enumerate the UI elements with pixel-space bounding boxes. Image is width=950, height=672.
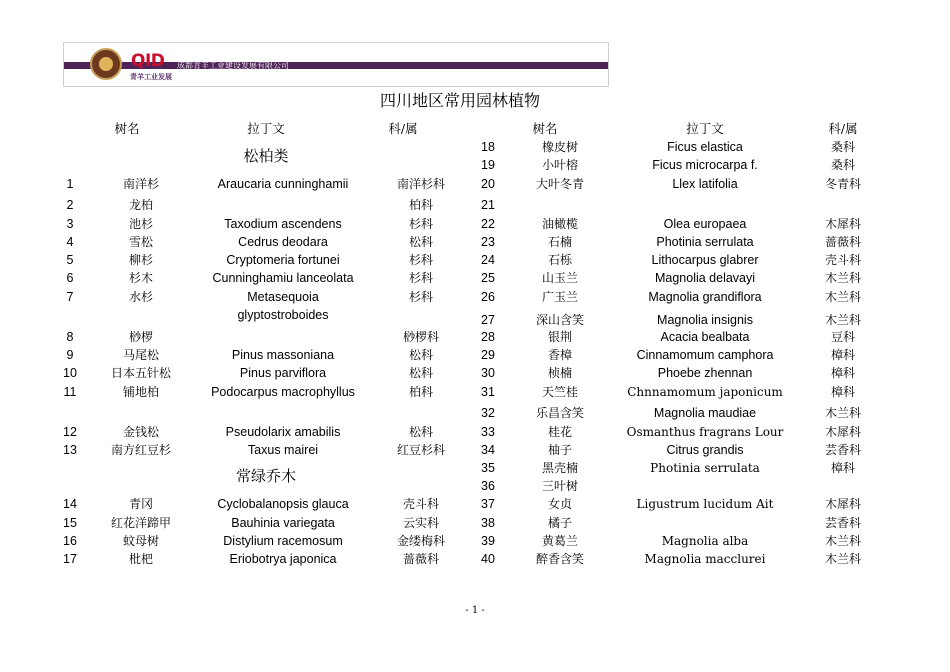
tree-name: 青冈 — [128, 497, 154, 511]
latin-name: Osmanthus fragrans Lour — [626, 425, 784, 439]
latin-name: Citrus grandis — [666, 443, 744, 457]
latin-name: Chnnamomum japonicum — [627, 385, 783, 399]
row-number: 37 — [481, 497, 495, 511]
tree-name: 油橄榄 — [541, 217, 579, 231]
family-name: 松科 — [408, 348, 434, 362]
page-number: - 1 - — [465, 605, 485, 616]
right-header-name: 树名 — [532, 121, 558, 136]
family-name: 木犀科 — [824, 497, 862, 511]
family-name: 桫椤科 — [402, 330, 440, 344]
row-number: 29 — [481, 348, 495, 362]
row-number: 2 — [66, 198, 74, 212]
latin-name: Cedrus deodara — [238, 235, 328, 249]
row-number: 7 — [66, 290, 74, 304]
latin-name: Magnolia maudiae — [653, 406, 757, 420]
latin-name: Podocarpus macrophyllus — [211, 385, 355, 399]
row-number: 13 — [63, 443, 77, 457]
family-name: 壳斗科 — [402, 497, 440, 511]
right-header-family: 科/属 — [828, 121, 858, 136]
row-number: 6 — [66, 271, 74, 285]
row-number: 8 — [66, 330, 74, 344]
tree-name: 黄葛兰 — [541, 534, 579, 548]
row-number: 27 — [481, 313, 495, 327]
tree-name: 桂花 — [547, 425, 573, 439]
left-header-family: 科/属 — [388, 121, 418, 136]
row-number: 28 — [481, 330, 495, 344]
family-name: 芸香科 — [824, 443, 862, 457]
latin-name: Magnolia insignis — [657, 313, 753, 327]
row-number: 31 — [481, 385, 495, 399]
tree-name: 水杉 — [128, 290, 154, 304]
company-seal-logo — [90, 48, 122, 80]
latin-name: Photinia serrulata — [650, 461, 760, 475]
family-name: 冬青科 — [824, 177, 862, 191]
tree-name: 山玉兰 — [541, 271, 579, 285]
family-name: 木兰科 — [824, 271, 862, 285]
family-name: 杉科 — [408, 271, 434, 285]
row-number: 14 — [63, 497, 77, 511]
row-number: 35 — [481, 461, 495, 475]
tree-name: 桢楠 — [547, 366, 573, 380]
row-number: 10 — [63, 366, 77, 380]
tree-name: 枇杷 — [128, 552, 154, 566]
row-number: 16 — [63, 534, 77, 548]
latin-name: Cunninghamiu lanceolata — [212, 271, 354, 285]
tree-name: 三叶树 — [541, 479, 579, 493]
latin-name: Photinia serrulata — [656, 235, 754, 249]
family-name: 杉科 — [408, 290, 434, 304]
row-number: 9 — [66, 348, 74, 362]
tree-name: 马尾松 — [122, 348, 160, 362]
latin-name: Cyclobalanopsis glauca — [217, 497, 349, 511]
family-name: 杉科 — [408, 253, 434, 267]
row-number: 40 — [481, 552, 495, 566]
row-number: 32 — [481, 406, 495, 420]
family-name: 金缕梅科 — [396, 534, 446, 548]
latin-name: Acacia bealbata — [660, 330, 750, 344]
latin-name: Magnolia grandiflora — [648, 290, 762, 304]
latin-name: Magnolia alba — [661, 534, 749, 548]
family-name: 芸香科 — [824, 516, 862, 530]
row-number: 24 — [481, 253, 495, 267]
row-number: 33 — [481, 425, 495, 439]
row-number: 18 — [481, 140, 495, 154]
company-name: 成都青羊工业建设发展有限公司 — [174, 62, 292, 69]
family-name: 樟科 — [830, 385, 856, 399]
family-name: 壳斗科 — [824, 253, 862, 267]
family-name: 樟科 — [830, 461, 856, 475]
row-number: 3 — [66, 217, 74, 231]
latin-name: Cryptomeria fortunei — [226, 253, 340, 267]
family-name: 樟科 — [830, 366, 856, 380]
tree-name: 池杉 — [128, 217, 154, 231]
latin-name: Araucaria cunninghamii — [217, 177, 349, 191]
tree-name: 铺地柏 — [122, 385, 160, 399]
latin-name: Magnolia delavayi — [654, 271, 756, 285]
family-name: 杉科 — [408, 217, 434, 231]
row-number: 26 — [481, 290, 495, 304]
family-name: 木兰科 — [824, 534, 862, 548]
row-number: 30 — [481, 366, 495, 380]
family-name: 木兰科 — [824, 406, 862, 420]
row-number: 15 — [63, 516, 77, 530]
section-evergreen: 常绿乔木 — [235, 467, 297, 485]
latin-name: Ligustrum lucidum Ait — [636, 497, 774, 511]
tree-name: 小叶榕 — [541, 158, 579, 172]
family-name: 松科 — [408, 235, 434, 249]
latin-name: Taxus mairei — [247, 443, 319, 457]
row-number: 23 — [481, 235, 495, 249]
tree-name: 龙柏 — [128, 198, 154, 212]
row-number: 21 — [481, 198, 495, 212]
latin-name: Pinus parviflora — [239, 366, 327, 380]
latin-name: Taxodium ascendens — [224, 217, 342, 231]
family-name: 木兰科 — [824, 552, 862, 566]
page-title: 四川地区常用园林植物 — [380, 91, 541, 110]
tree-name: 黑壳楠 — [541, 461, 579, 475]
tree-name: 南洋杉 — [122, 177, 160, 191]
row-number: 17 — [63, 552, 77, 566]
family-name: 豆科 — [830, 330, 856, 344]
latin-name-cont: glyptostroboides — [237, 308, 329, 322]
latin-name: Ficus microcarpa f. — [652, 158, 758, 172]
tree-name: 柚子 — [547, 443, 573, 457]
tree-name: 蚊母树 — [122, 534, 160, 548]
family-name: 桑科 — [830, 158, 856, 172]
family-name: 樟科 — [830, 348, 856, 362]
left-header-latin: 拉丁文 — [247, 121, 285, 136]
latin-name: Phoebe zhennan — [657, 366, 753, 380]
tree-name: 金钱松 — [122, 425, 160, 439]
latin-name: Pinus massoniana — [231, 348, 335, 362]
latin-name: Metasequoia — [247, 290, 319, 304]
tree-name: 橡皮树 — [541, 140, 579, 154]
tree-name: 深山含笑 — [535, 313, 585, 327]
tree-name: 南方红豆杉 — [110, 443, 172, 457]
qid-logo: QID — [131, 51, 165, 71]
latin-name: Lithocarpus glabrer — [651, 253, 759, 267]
row-number: 25 — [481, 271, 495, 285]
family-name: 蔷薇科 — [402, 552, 440, 566]
tree-name: 女贞 — [547, 497, 573, 511]
latin-name: Llex latifolia — [672, 177, 738, 191]
row-number: 22 — [481, 217, 495, 231]
tree-name: 石楠 — [547, 235, 573, 249]
family-name: 蔷薇科 — [824, 235, 862, 249]
row-number: 12 — [63, 425, 77, 439]
tree-name: 广玉兰 — [541, 290, 579, 304]
row-number: 11 — [63, 385, 77, 399]
family-name: 南洋杉科 — [396, 177, 446, 191]
row-number: 39 — [481, 534, 495, 548]
latin-name: Olea europaea — [663, 217, 747, 231]
tree-name: 醉香含笑 — [535, 552, 585, 566]
row-number: 5 — [66, 253, 74, 267]
tree-name: 银荆 — [547, 330, 573, 344]
row-number: 19 — [481, 158, 495, 172]
tree-name: 桫椤 — [128, 330, 154, 344]
latin-name: Eriobotrya japonica — [229, 552, 337, 566]
latin-name: Distylium racemosum — [223, 534, 343, 548]
family-name: 红豆杉科 — [396, 443, 446, 457]
tree-name: 橘子 — [547, 516, 573, 530]
company-banner — [63, 42, 609, 87]
row-number: 38 — [481, 516, 495, 530]
section-conifers: 松柏类 — [243, 147, 289, 165]
latin-name: Cinnamomum camphora — [636, 348, 774, 362]
family-name: 松科 — [408, 366, 434, 380]
family-name: 柏科 — [408, 385, 434, 399]
family-name: 柏科 — [408, 198, 434, 212]
left-header-name: 树名 — [114, 121, 140, 136]
family-name: 木犀科 — [824, 425, 862, 439]
latin-name: Magnolia macclurei — [644, 552, 766, 566]
tree-name: 香樟 — [547, 348, 573, 362]
latin-name: Ficus elastica — [667, 140, 743, 154]
row-number: 20 — [481, 177, 495, 191]
logo-subtitle: 青羊工业发展 — [130, 73, 172, 81]
tree-name: 石栎 — [547, 253, 573, 267]
family-name: 云实科 — [402, 516, 440, 530]
family-name: 木犀科 — [824, 217, 862, 231]
tree-name: 雪松 — [128, 235, 154, 249]
row-number: 1 — [66, 177, 74, 191]
tree-name: 红花洋蹄甲 — [110, 516, 172, 530]
row-number: 34 — [481, 443, 495, 457]
row-number: 36 — [481, 479, 495, 493]
tree-name: 柳杉 — [128, 253, 154, 267]
tree-name: 日本五针松 — [110, 366, 172, 380]
tree-name: 大叶冬青 — [535, 177, 585, 191]
latin-name: Bauhinia variegata — [231, 516, 335, 530]
latin-name: Pseudolarix amabilis — [225, 425, 341, 439]
family-name: 桑科 — [830, 140, 856, 154]
right-header-latin: 拉丁文 — [686, 121, 724, 136]
tree-name: 天竺桂 — [541, 385, 579, 399]
row-number: 4 — [66, 235, 74, 249]
tree-name: 乐昌含笑 — [535, 406, 585, 420]
tree-name: 杉木 — [128, 271, 154, 285]
family-name: 木兰科 — [824, 313, 862, 327]
family-name: 松科 — [408, 425, 434, 439]
family-name: 木兰科 — [824, 290, 862, 304]
